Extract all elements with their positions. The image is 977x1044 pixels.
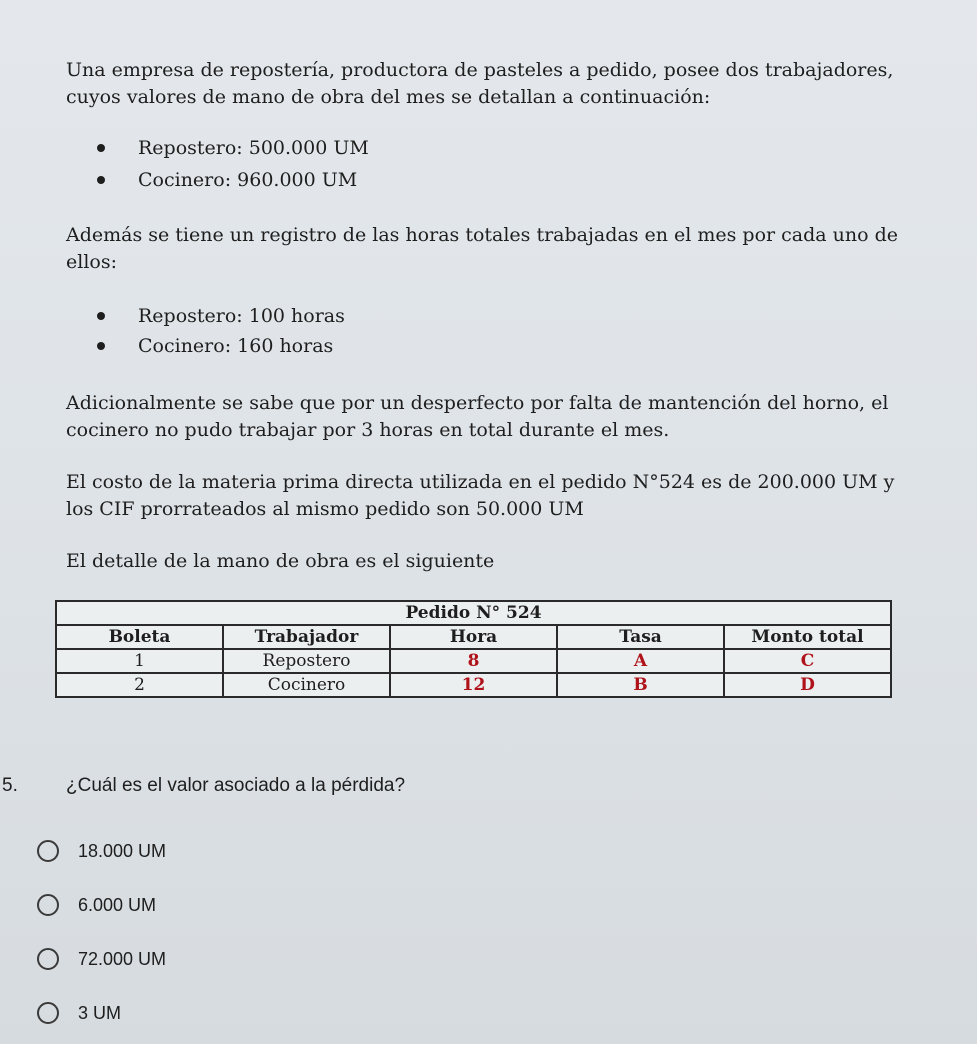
radio-button-icon[interactable] [37, 840, 59, 862]
materials-paragraph: El costo de la materia prima directa utilizada en el pedido N°524 es de 200.000 UM y los CIF prorrateados al mismo pedido son 50.000 UM [66, 471, 895, 520]
additional-paragraph: Adicionalmente se sabe que por un desperfecto por falta de mantención del horno, el cocinero no pudo trabajar por 3 horas en total durante el mes. [66, 392, 889, 441]
wage-text: Repostero: 500.000 UM [138, 137, 369, 159]
wage-text: Cocinero: 960.000 UM [138, 169, 358, 191]
cell-hora: 8 [390, 649, 557, 673]
radio-button-icon[interactable] [37, 1002, 59, 1024]
hours-item-repostero [138, 304, 345, 328]
option-label[interactable]: 6.000 UM [78, 894, 157, 915]
option-label[interactable]: 18.000 UM [78, 840, 167, 861]
wage-item-cocinero [138, 168, 357, 192]
cell-trabajador: Repostero [223, 649, 390, 673]
question-text: ¿Cuál es el valor asociado a la pérdida? [66, 775, 406, 796]
table-header-row [56, 625, 891, 649]
cell-tasa: B [557, 673, 724, 697]
question-number: 5. [2, 775, 18, 796]
table-title: Pedido N° 524 [56, 601, 891, 625]
cell-trabajador: Cocinero [223, 673, 390, 697]
answer-option-2[interactable] [37, 892, 156, 918]
header-boleta: Boleta [56, 625, 223, 649]
cell-monto: C [724, 649, 891, 673]
hours-text: Cocinero: 160 horas [138, 335, 334, 357]
table-row [56, 649, 891, 673]
cell-boleta: 2 [56, 673, 223, 697]
question-block [2, 775, 406, 797]
answer-option-1[interactable] [37, 838, 166, 864]
hours-text: Repostero: 100 horas [138, 305, 345, 327]
labor-detail-table [55, 600, 892, 698]
radio-button-icon[interactable] [37, 894, 59, 916]
hours-item-cocinero [138, 334, 333, 358]
cell-monto: D [724, 673, 891, 697]
header-tasa: Tasa [557, 625, 724, 649]
header-hora: Hora [390, 625, 557, 649]
header-trabajador: Trabajador [223, 625, 390, 649]
wage-item-repostero [138, 136, 369, 160]
option-label[interactable]: 3 UM [78, 1002, 122, 1023]
detail-intro: El detalle de la mano de obra es el siguiente [66, 550, 495, 572]
table-row [56, 673, 891, 697]
table-title-row [56, 601, 891, 625]
bullet-icon [97, 312, 105, 320]
cell-tasa: A [557, 649, 724, 673]
bullet-icon [97, 176, 105, 184]
radio-button-icon[interactable] [37, 948, 59, 970]
option-label[interactable]: 72.000 UM [78, 948, 167, 969]
answer-option-4[interactable] [37, 1000, 121, 1026]
cell-boleta: 1 [56, 649, 223, 673]
hours-intro-paragraph: Además se tiene un registro de las horas totales trabajadas en el mes por cada uno de ellos: [66, 224, 899, 273]
cell-hora: 12 [390, 673, 557, 697]
answer-option-3[interactable] [37, 946, 166, 972]
bullet-icon [97, 144, 105, 152]
bullet-icon [97, 342, 105, 350]
intro-paragraph: Una empresa de repostería, productora de pasteles a pedido, posee dos trabajadores, cuyos valores de mano de obra del mes se detallan a continuación: [66, 59, 894, 108]
header-monto-total: Monto total [724, 625, 891, 649]
